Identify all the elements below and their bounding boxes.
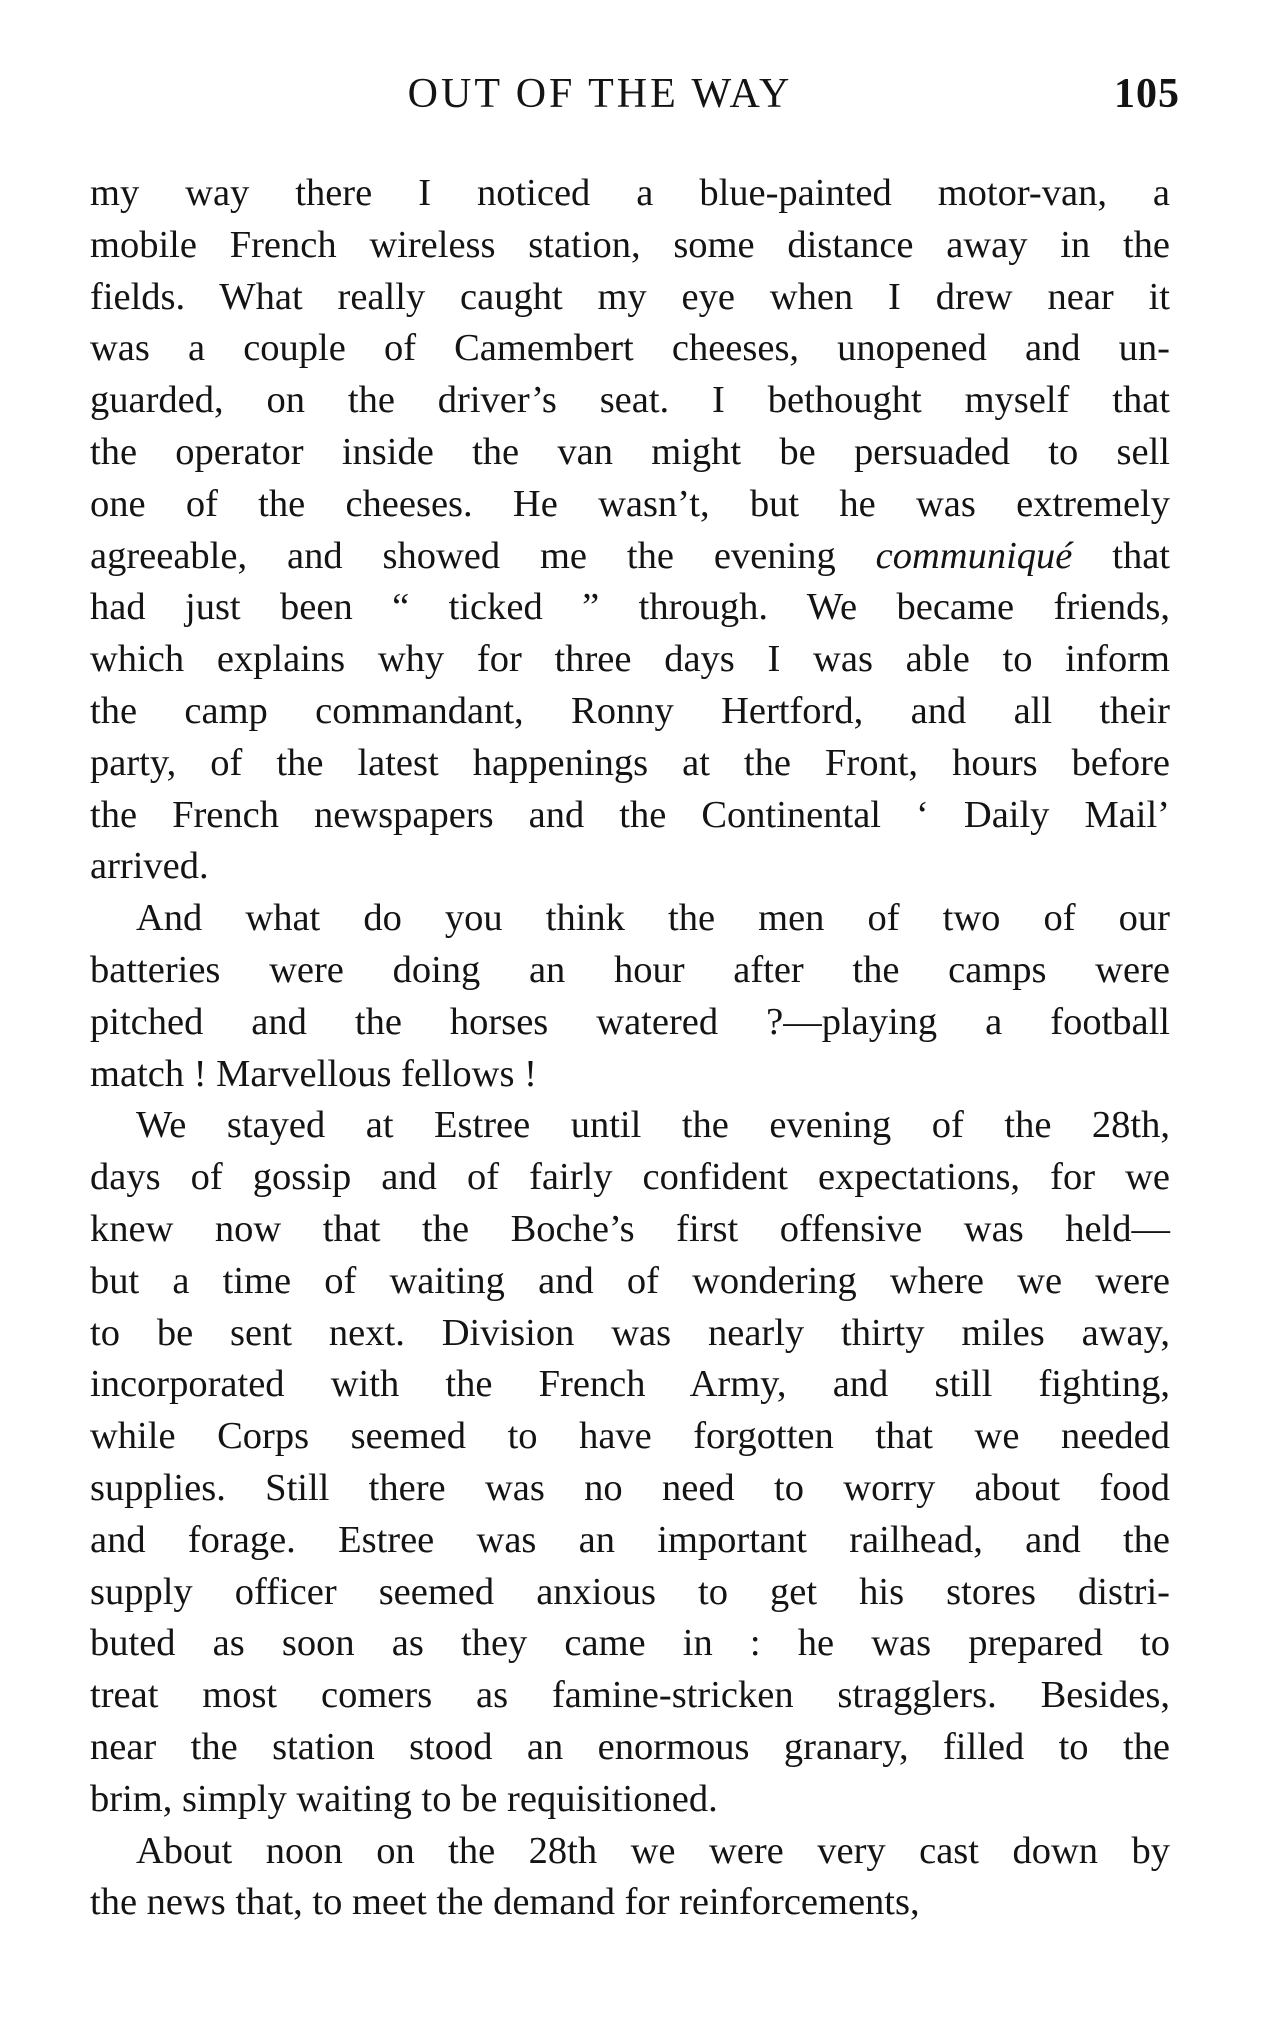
- text-line: while Corps seemed to have forgotten that we needed: [90, 1415, 1170, 1458]
- text-line: and forage. Estree was an important railhead, and the: [90, 1518, 1170, 1561]
- text-line: the camp commandant, Ronny Hertford, and all their: [90, 689, 1170, 732]
- text-line: the news that, to meet the demand for reinforcements,: [90, 1881, 920, 1924]
- text-line: the operator inside the van might be persuaded to sell: [90, 430, 1170, 473]
- text-line: batteries were doing an hour after the camps were: [90, 948, 1170, 991]
- paragraph: [90, 893, 1170, 1100]
- paragraph: [90, 168, 1170, 893]
- text-line: my way there I noticed a blue-painted motor-van, a: [90, 172, 1170, 214]
- paragraph: [90, 1100, 1170, 1825]
- text-line: pitched and the horses watered ?—playing a football: [90, 1000, 1170, 1043]
- text-line: match ! Marvellous fellows !: [90, 1052, 537, 1095]
- text-line: one of the cheeses. He wasn’t, but he was extremely: [90, 482, 1170, 525]
- running-title: OUT OF THE WAY: [407, 71, 793, 117]
- text-line: to be sent next. Division was nearly thirty miles away,: [90, 1311, 1170, 1354]
- text-line: We stayed at Estree until the evening of the 28th,: [136, 1104, 1170, 1147]
- text-line: supply officer seemed anxious to get his stores distri-: [90, 1570, 1170, 1613]
- text-line: but a time of waiting and of wondering where we were: [90, 1259, 1170, 1302]
- text-line: treat most comers as famine-stricken stragglers. Besides,: [90, 1674, 1170, 1717]
- text-line: guarded, on the driver’s seat. I bethought myself that: [90, 379, 1170, 422]
- text-line: fields. What really caught my eye when I drew near it: [90, 275, 1170, 318]
- book-page: [90, 70, 1180, 1929]
- text-run: agreeable, and showed me the evening: [90, 534, 876, 577]
- text-line: which explains why for three days I was able to inform: [90, 638, 1170, 681]
- paragraph: [90, 1826, 1170, 1930]
- text-line: buted as soon as they came in : he was prepared to: [90, 1622, 1170, 1665]
- text-line: knew now that the Boche’s first offensive was held—: [90, 1207, 1170, 1250]
- text-line: was a couple of Camembert cheeses, unopened and un-: [90, 327, 1170, 370]
- text-run: that: [1072, 534, 1170, 577]
- page-number: 105: [1114, 71, 1180, 117]
- body-text: [90, 168, 1170, 1929]
- text-line: mobile French wireless station, some distance away in the: [90, 223, 1170, 266]
- text-line: [90, 531, 1170, 583]
- running-head: [90, 70, 1180, 126]
- text-line: had just been “ ticked ” through. We became friends,: [90, 586, 1170, 629]
- text-line: near the station stood an enormous granary, filled to the: [90, 1725, 1170, 1768]
- text-line: incorporated with the French Army, and still fighting,: [90, 1363, 1170, 1406]
- text-line: party, of the latest happenings at the Front, hours before: [90, 741, 1170, 784]
- text-line: brim, simply waiting to be requisitioned.: [90, 1777, 718, 1820]
- text-line: arrived.: [90, 845, 209, 888]
- italic-word: communiqué: [875, 534, 1073, 577]
- text-line: About noon on the 28th we were very cast down by: [136, 1829, 1170, 1872]
- text-line: supplies. Still there was no need to worry about food: [90, 1466, 1170, 1509]
- text-line: the French newspapers and the Continental ‘ Daily Mail’: [90, 793, 1170, 836]
- text-line: And what do you think the men of two of our: [136, 897, 1170, 940]
- text-line: days of gossip and of fairly confident expectations, for we: [90, 1156, 1170, 1199]
